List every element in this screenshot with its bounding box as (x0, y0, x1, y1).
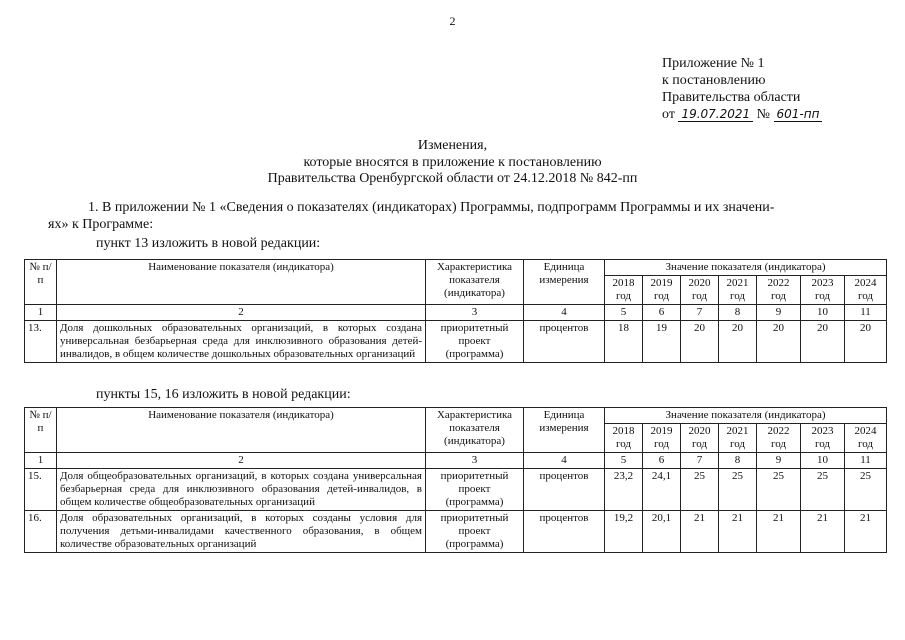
appendix-line-2: к постановлению (662, 73, 766, 88)
col-number: 2 (57, 305, 426, 321)
header-characteristic: Характеристика показателя (индикатора) (426, 260, 524, 305)
header-name: Наименование показателя (индикатора) (57, 408, 426, 453)
table-row (25, 469, 887, 511)
appendix-block (662, 55, 822, 123)
header-year: 2019 год (643, 424, 681, 453)
col-number: 2 (57, 453, 426, 469)
row-characteristic: приоритетный проект (программа) (426, 321, 524, 363)
row-value: 25 (719, 469, 757, 511)
row-name: Доля дошкольных образовательных организаций, в которых создана универсальная безбарьерная среда для инклюзивного образования детей-инвалидов, в общем количестве дошкольных образовательных организаций (57, 321, 426, 363)
col-number: 11 (845, 305, 887, 321)
row-value: 20 (801, 321, 845, 363)
row-value: 21 (757, 511, 801, 553)
row-value: 20,1 (643, 511, 681, 553)
row-value: 24,1 (643, 469, 681, 511)
header-num: № п/п (25, 408, 57, 453)
row-value: 21 (801, 511, 845, 553)
document-heading (0, 138, 905, 188)
indicators-table-2 (24, 407, 887, 553)
header-year: 2020 год (681, 276, 719, 305)
row-value: 20 (845, 321, 887, 363)
col-number: 1 (25, 453, 57, 469)
column-number-row (25, 305, 887, 321)
indicators-table-1 (24, 259, 887, 363)
row-name: Доля образовательных организаций, в которых созданы условия для получения детьми-инвалидами качественного образования, в общем количестве образовательных организаций (57, 511, 426, 553)
column-number-row (25, 453, 887, 469)
header-year: 2023 год (801, 276, 845, 305)
col-number: 9 (757, 453, 801, 469)
heading-line-1: Изменения, (417, 138, 488, 153)
row-value: 19 (643, 321, 681, 363)
row-value: 20 (681, 321, 719, 363)
row-value: 25 (757, 469, 801, 511)
header-unit: Единица измерения (524, 260, 605, 305)
row-value: 23,2 (605, 469, 643, 511)
header-year: 2022 год (757, 424, 801, 453)
col-number: 3 (426, 453, 524, 469)
header-value-group: Значение показателя (индикатора) (605, 408, 887, 424)
header-name: Наименование показателя (индикатора) (57, 260, 426, 305)
header-year: 2018 год (605, 424, 643, 453)
row-value: 25 (801, 469, 845, 511)
header-year: 2022 год (757, 276, 801, 305)
row-num: 16. (25, 511, 57, 553)
col-number: 4 (524, 453, 605, 469)
row-unit: процентов (524, 469, 605, 511)
col-number: 5 (605, 453, 643, 469)
header-year: 2021 год (719, 424, 757, 453)
col-number: 8 (719, 305, 757, 321)
row-value: 21 (845, 511, 887, 553)
paragraph-1 (48, 200, 870, 233)
paragraph-1-line-2: ях» к Программе: (48, 216, 154, 232)
table-row (25, 511, 887, 553)
col-number: 5 (605, 305, 643, 321)
header-year: 2024 год (845, 424, 887, 453)
row-unit: процентов (524, 511, 605, 553)
header-year: 2021 год (719, 276, 757, 305)
header-num: № п/п (25, 260, 57, 305)
appendix-line-3: Правительства области (662, 90, 801, 105)
header-year: 2020 год (681, 424, 719, 453)
header-year: 2018 год (605, 276, 643, 305)
row-unit: процентов (524, 321, 605, 363)
header-year: 2023 год (801, 424, 845, 453)
row-num: 13. (25, 321, 57, 363)
row-value: 18 (605, 321, 643, 363)
col-number: 11 (845, 453, 887, 469)
col-number: 6 (643, 305, 681, 321)
col-number: 4 (524, 305, 605, 321)
col-number: 8 (719, 453, 757, 469)
col-number: 3 (426, 305, 524, 321)
col-number: 6 (643, 453, 681, 469)
row-value: 25 (845, 469, 887, 511)
col-number: 10 (801, 305, 845, 321)
header-year: 2019 год (643, 276, 681, 305)
table-row (25, 321, 887, 363)
heading-line-3: Правительства Оренбургской области от 24.12.2018 № 842-пп (267, 171, 638, 186)
header-value-group: Значение показателя (индикатора) (605, 260, 887, 276)
col-number: 10 (801, 453, 845, 469)
col-number: 7 (681, 305, 719, 321)
row-num: 15. (25, 469, 57, 511)
col-number: 1 (25, 305, 57, 321)
row-value: 20 (719, 321, 757, 363)
row-value: 25 (681, 469, 719, 511)
row-value: 20 (757, 321, 801, 363)
col-number: 7 (681, 453, 719, 469)
row-characteristic: приоритетный проект (программа) (426, 469, 524, 511)
appendix-from: от (662, 107, 675, 122)
header-characteristic: Характеристика показателя (индикатора) (426, 408, 524, 453)
appendix-date: 19.07.2021 (678, 107, 753, 122)
row-value: 21 (681, 511, 719, 553)
header-year: 2024 год (845, 276, 887, 305)
row-name: Доля общеобразовательных организаций, в которых создана универсальная безбарьерная среда для инклюзивного образования детей-инвалидов, в общем количестве общеобразовательных организаций (57, 469, 426, 511)
appendix-number: 601-пп (774, 107, 823, 122)
header-unit: Единица измерения (524, 408, 605, 453)
heading-line-2: которые вносятся в приложение к постановлению (303, 154, 602, 170)
page-number: 2 (449, 14, 456, 28)
paragraph-1-line-1: 1. В приложении № 1 «Сведения о показателях (индикаторах) Программы, подпрограмм Программы и их значени- (88, 200, 775, 215)
lead-text-2: пункты 15, 16 изложить в новой редакции: (96, 387, 351, 402)
appendix-line-1: Приложение № 1 (662, 56, 765, 71)
lead-text-1: пункт 13 изложить в новой редакции: (96, 236, 321, 251)
col-number: 9 (757, 305, 801, 321)
row-value: 21 (719, 511, 757, 553)
row-value: 19,2 (605, 511, 643, 553)
row-characteristic: приоритетный проект (программа) (426, 511, 524, 553)
appendix-no: № (756, 107, 771, 122)
appendix-date-line (662, 106, 822, 123)
